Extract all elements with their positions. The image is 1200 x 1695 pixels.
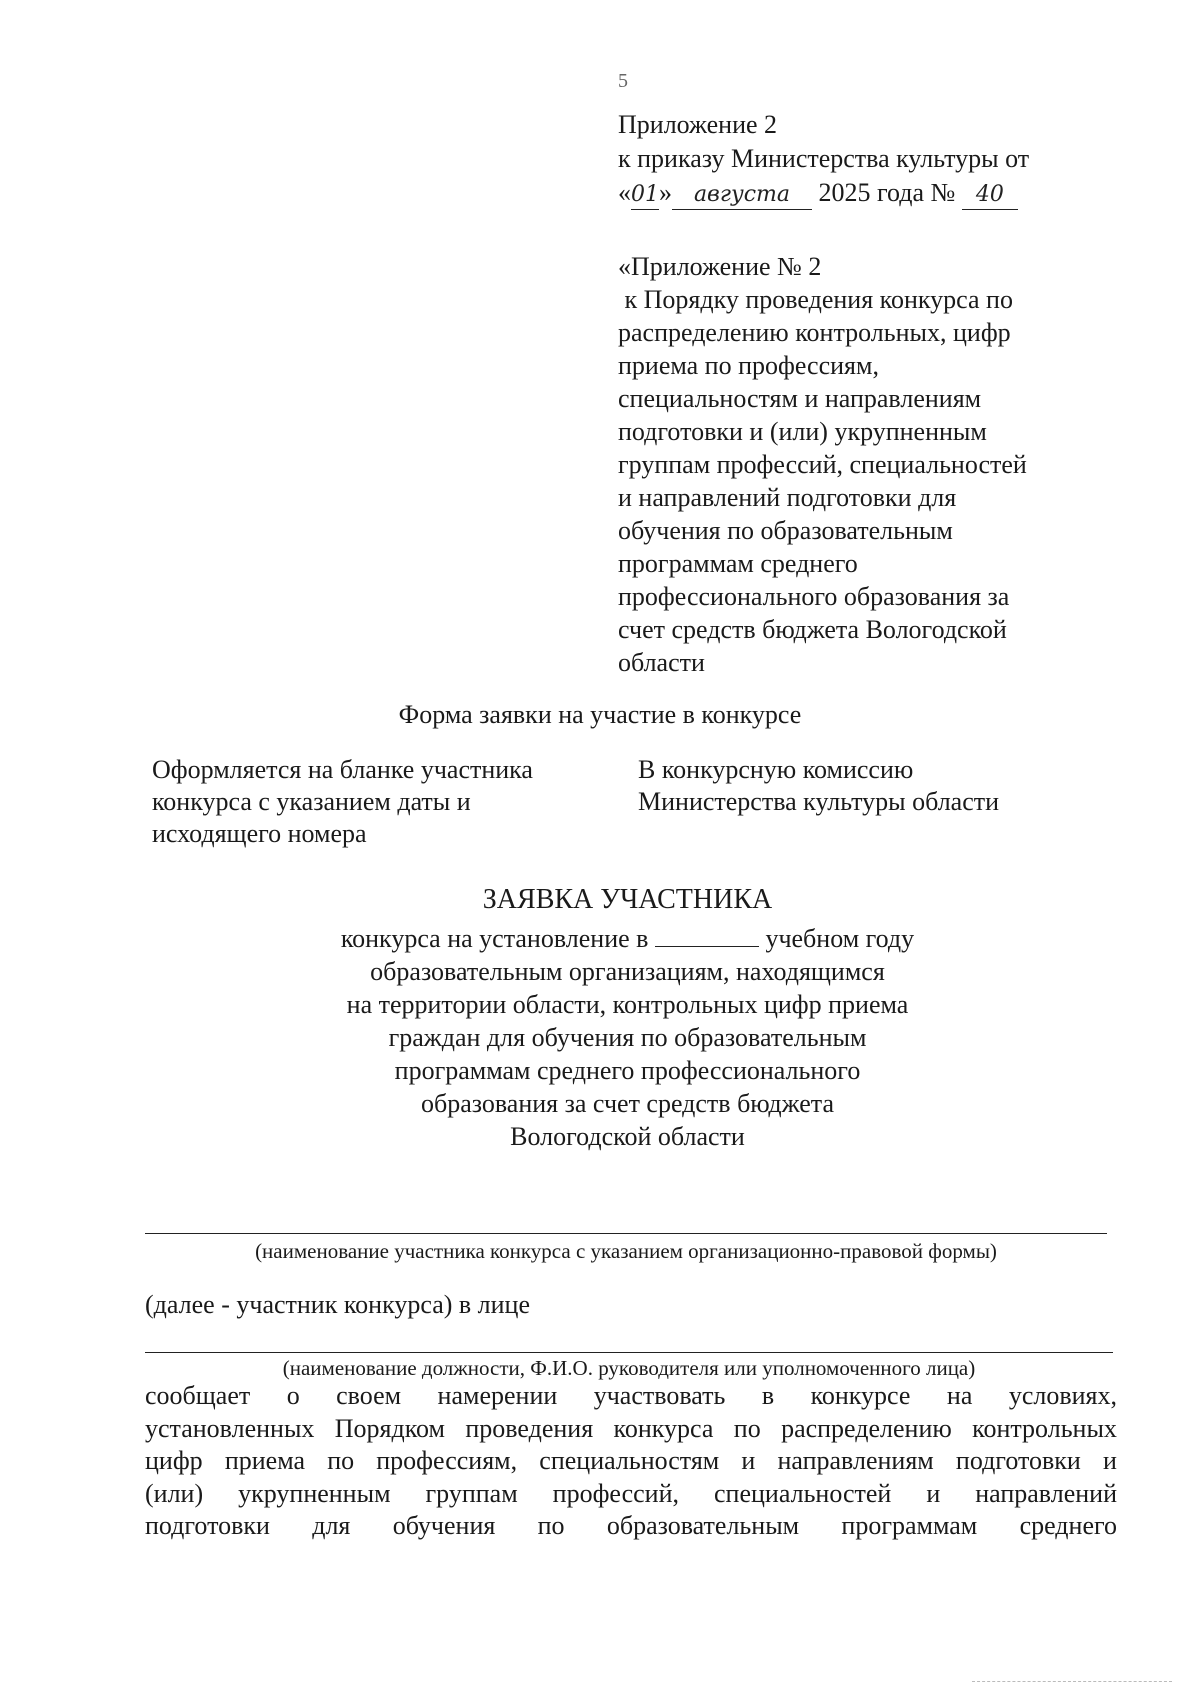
body-word: контрольных — [972, 1413, 1117, 1443]
body-word: установленных — [145, 1413, 315, 1443]
application-subtitle-line: программам среднего профессионального — [394, 1056, 861, 1085]
sub-appendix-line: профессионального образования за — [618, 582, 1010, 611]
body-word: обучения — [392, 1511, 496, 1540]
body-word: направлений — [975, 1478, 1117, 1508]
order-number-handwritten: 40 — [962, 181, 1018, 210]
body-word: профессий, — [552, 1478, 680, 1508]
addressee-block — [638, 754, 1098, 818]
body-word: сообщает — [145, 1381, 251, 1410]
body-word: Порядком — [334, 1413, 446, 1443]
addressee-line: Министерства культуры области — [638, 787, 1000, 816]
body-word: по — [327, 1446, 355, 1475]
body-line — [145, 1478, 1117, 1511]
sub-appendix-line: и направлений подготовки для — [618, 483, 957, 512]
sub-appendix-line: счет средств бюджета Вологодской — [618, 615, 1007, 644]
appendix-order-reference: к приказу Министерства культуры от — [618, 144, 1030, 173]
sub-appendix-line: группам профессий, специальностей — [618, 450, 1027, 479]
appendix-title: Приложение 2 — [618, 110, 778, 139]
body-word: по — [733, 1413, 761, 1443]
body-word: приема — [224, 1446, 306, 1475]
body-word: группам — [425, 1478, 518, 1508]
body-word: участвовать — [593, 1381, 726, 1410]
official-name-caption: (наименование должности, Ф.И.О. руководителя или уполномоченного лица) — [282, 1356, 976, 1380]
official-name-line[interactable] — [145, 1352, 1113, 1353]
application-subtitle-line: образования за счет средств бюджета — [420, 1089, 835, 1118]
page-number: 5 — [618, 70, 628, 92]
application-subtitle-line — [0, 922, 1200, 955]
body-word: по — [537, 1511, 565, 1540]
body-word: программам — [841, 1511, 978, 1540]
application-subtitle-line: на территории области, контрольных цифр приема — [346, 990, 909, 1019]
body-word: в — [761, 1381, 775, 1410]
appendix-date-line — [618, 176, 1088, 210]
body-word: профессиям, — [376, 1446, 518, 1475]
body-word: укрупненным — [238, 1478, 391, 1508]
body-word: распределению — [781, 1413, 952, 1443]
sub-appendix-line: приема по профессиям, — [618, 351, 879, 380]
date-close-quote: » — [659, 178, 672, 207]
body-word: конкурса — [613, 1413, 714, 1443]
application-title: ЗАЯВКА УЧАСТНИКА — [482, 884, 773, 915]
body-word: образовательным — [606, 1511, 800, 1540]
sub-appendix-line: «Приложение № 2 — [618, 252, 822, 281]
application-line1-before: конкурса на установление в — [340, 924, 655, 953]
sub-appendix-header — [618, 250, 1088, 679]
sub-appendix-line: области — [618, 648, 705, 677]
body-word: о — [286, 1381, 300, 1410]
sub-appendix-line: обучения по образовательным — [618, 516, 953, 545]
appendix-header — [618, 108, 1088, 210]
sub-appendix-line: специальностям и направлениям — [618, 384, 982, 413]
application-subtitle — [0, 922, 1200, 1153]
body-word: (или) — [145, 1478, 204, 1508]
date-day-handwritten: 01 — [631, 181, 659, 210]
body-word: условиях, — [1008, 1381, 1117, 1410]
body-word: цифр — [145, 1446, 203, 1475]
body-word: и — [926, 1478, 941, 1508]
body-word: своем — [336, 1381, 402, 1410]
academic-year-blank[interactable] — [655, 924, 759, 947]
date-month-handwritten: августа — [672, 181, 812, 210]
sub-appendix-line: распределению контрольных, цифр — [618, 318, 1011, 347]
date-year: 2025 года № — [818, 178, 956, 207]
sub-appendix-line: программам среднего — [618, 549, 858, 578]
body-word: проведения — [465, 1413, 594, 1443]
body-word: намерении — [437, 1381, 558, 1410]
letterhead-note-line: конкурса с указанием даты и — [152, 787, 471, 816]
body-word: конкурсе — [810, 1381, 911, 1410]
addressee-line: В конкурсную комиссию — [638, 755, 914, 784]
participant-name-caption: (наименование участника конкурса с указанием организационно-правовой формы) — [255, 1239, 997, 1263]
form-title: Форма заявки на участие в конкурсе — [398, 700, 802, 729]
body-word: специальностей — [714, 1478, 892, 1508]
participant-name-line[interactable] — [145, 1233, 1107, 1234]
body-word: подготовки — [145, 1511, 270, 1540]
application-subtitle-line: Вологодской области — [510, 1122, 745, 1151]
sub-appendix-line: к Порядку проведения конкурса по — [618, 285, 1013, 314]
letterhead-note — [152, 754, 592, 850]
body-line — [145, 1510, 1117, 1543]
body-word: на — [946, 1381, 973, 1410]
application-subtitle-line: граждан для обучения по образовательным — [388, 1023, 867, 1052]
body-word: для — [312, 1511, 351, 1540]
body-word: направлениям — [777, 1446, 934, 1475]
body-line — [145, 1380, 1117, 1413]
body-word: специальностям — [539, 1446, 720, 1475]
sub-appendix-line: подготовки и (или) укрупненным — [618, 417, 987, 446]
date-open-quote: « — [618, 178, 631, 207]
body-paragraph — [145, 1380, 1117, 1543]
body-word: и — [741, 1446, 756, 1475]
body-word: подготовки — [955, 1446, 1081, 1475]
footer-scan-mark — [972, 1681, 1172, 1682]
body-line — [145, 1445, 1117, 1478]
application-subtitle-line: образовательным организациям, находящимся — [370, 957, 885, 986]
body-word: и — [1102, 1446, 1117, 1475]
body-word: среднего — [1019, 1511, 1117, 1540]
letterhead-note-line: Оформляется на бланке участника — [152, 755, 533, 784]
represented-by-text: (далее - участник конкурса) в лице — [145, 1290, 531, 1319]
letterhead-note-line: исходящего номера — [152, 819, 367, 848]
application-line1-after: учебном году — [758, 924, 915, 953]
body-line — [145, 1413, 1117, 1446]
